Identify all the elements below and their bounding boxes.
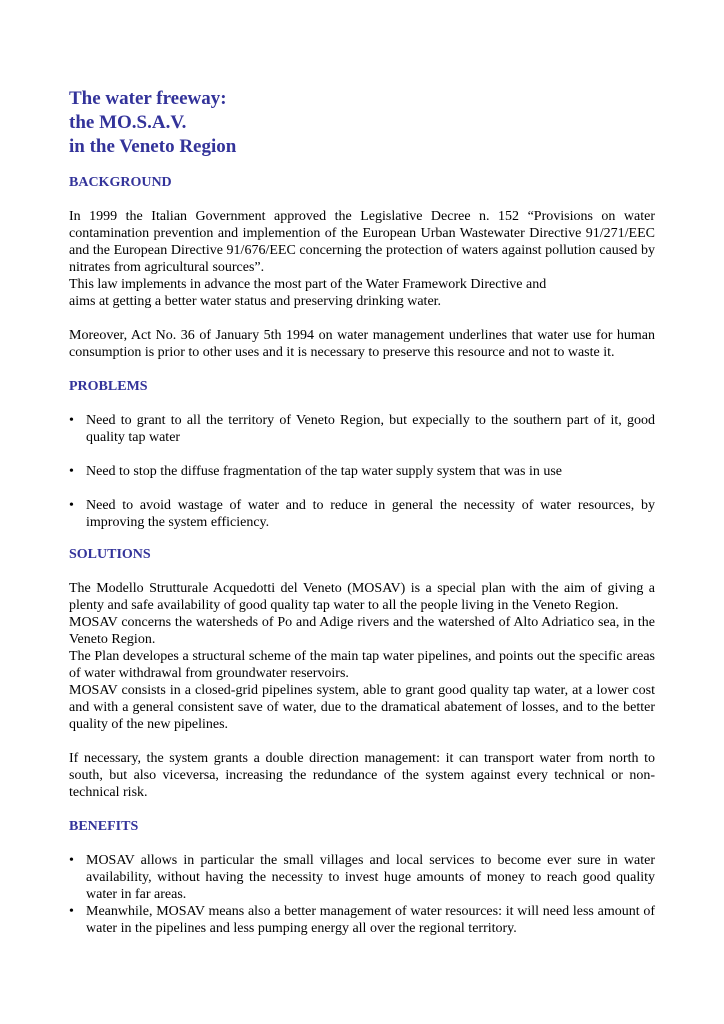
list-item (69, 497, 655, 531)
title-line: in the Veneto Region (69, 136, 237, 157)
solutions-paragraph: The Plan developes a structural scheme of the main tap water pipelines, and points out the specific areas of water withdrawal from groundwater reservoirs. (69, 649, 655, 681)
background-paragraph: This law implements in advance the most part of the Water Framework Directive and (69, 277, 547, 292)
document-title (69, 87, 655, 159)
document-page (69, 87, 655, 937)
list-item-text: Need to stop the diffuse fragmentation of the tap water supply system that was in use (86, 464, 563, 479)
benefits-list (69, 852, 655, 937)
problems-list (69, 412, 655, 531)
background-heading: BACKGROUND (69, 175, 172, 190)
bullet-icon: • (69, 498, 74, 513)
list-item (69, 852, 655, 903)
solutions-paragraph: MOSAV consists in a closed-grid pipelines system, able to grant good quality tap water, at a lower cost and with a general consistent save of water, due to the dramatical abatement of losses, and to the better quality of the new pipelines. (69, 683, 655, 732)
bullet-icon: • (69, 853, 74, 868)
solutions-paragraph: The Modello Strutturale Acquedotti del Veneto (MOSAV) is a special plan with the aim of giving a plenty and safe availability of good quality tap water to all the people living in the Veneto Region. (69, 581, 655, 613)
bullet-icon: • (69, 413, 74, 428)
problems-heading: PROBLEMS (69, 379, 148, 394)
list-item-text: MOSAV allows in particular the small villages and local services to become ever sure in water availability, without having the necessity to invest huge amounts of money to reach good quality water in far areas. (86, 853, 655, 902)
background-paragraph: aims at getting a better water status and preserving drinking water. (69, 294, 442, 309)
solutions-paragraph: If necessary, the system grants a double direction management: it can transport water from north to south, but also viceversa, increasing the redundance of the system against every technical or non-technical risk. (69, 751, 655, 800)
background-paragraph: Moreover, Act No. 36 of January 5th 1994 on water management underlines that water use for human consumption is prior to other uses and it is necessary to preserve this resource and not to waste it. (69, 328, 655, 360)
title-line: The water freeway: (69, 88, 227, 109)
title-line: the MO.S.A.V. (69, 112, 187, 133)
background-paragraph: In 1999 the Italian Government approved the Legislative Decree n. 152 “Provisions on water contamination prevention and implemention of the European Urban Wastewater Directive 91/271/EEC and the European Directive 91/676/EEC concerning the protection of waters against pollution caused by nitrates from agricultural sources”. (69, 209, 655, 275)
solutions-heading: SOLUTIONS (69, 547, 151, 562)
list-item-text: Need to avoid wastage of water and to reduce in general the necessity of water resources, by improving the system efficiency. (86, 498, 655, 530)
list-item (69, 463, 655, 480)
list-item (69, 903, 655, 937)
list-item-text: Need to grant to all the territory of Veneto Region, but expecially to the southern part of it, good quality tap water (86, 413, 655, 445)
bullet-icon: • (69, 904, 74, 919)
bullet-icon: • (69, 464, 74, 479)
list-item-text: Meanwhile, MOSAV means also a better management of water resources: it will need less amount of water in the pipelines and less pumping energy all over the regional territory. (86, 904, 655, 936)
list-item (69, 412, 655, 446)
benefits-heading: BENEFITS (69, 819, 139, 834)
solutions-paragraph: MOSAV concerns the watersheds of Po and Adige rivers and the watershed of Alto Adriatico sea, in the Veneto Region. (69, 615, 655, 647)
